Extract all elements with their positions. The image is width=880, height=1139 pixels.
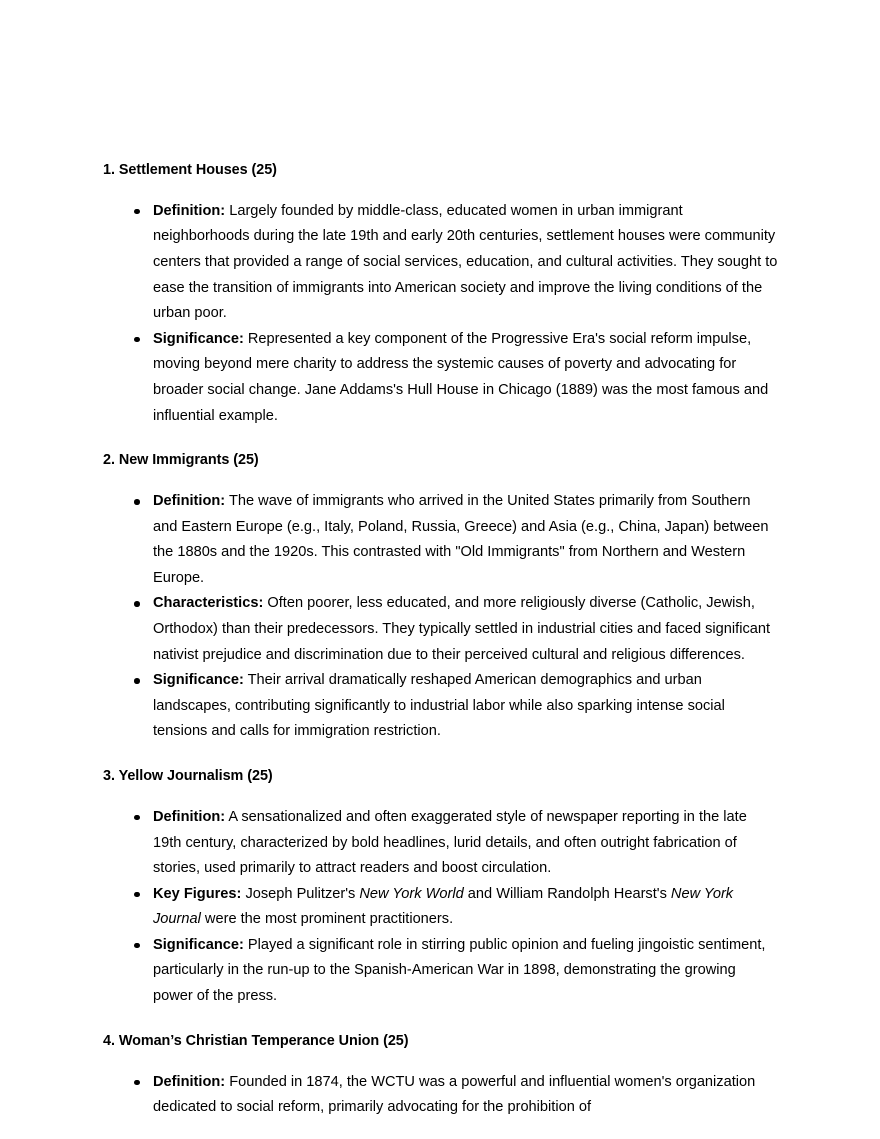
bullet-text: Their arrival dramatically reshaped American demographics and urban landscapes, contributing significantly to industrial labor while also sparking intense social tensions and calls for immigration restriction. [153,672,725,740]
section-heading: 3. Yellow Journalism (25) [103,768,273,785]
bullet-lead-term: Characteristics: [153,595,264,612]
bullet-lead-term: Key Figures: [153,885,242,902]
bullet-lead-term: Definition: [153,1073,226,1090]
bullet-lead-term: Definition: [153,202,226,219]
bullet-lead-term: Significance: [153,330,244,347]
list-item [153,805,778,882]
list-item [153,933,778,1010]
list-item [153,199,778,327]
document-section [103,450,778,745]
section-heading: 4. Woman’s Christian Temperance Union (25) [103,1032,409,1049]
bullet-lead-term: Significance: [153,672,244,689]
section-heading: 2. New Immigrants (25) [103,452,259,469]
document-section [103,160,778,429]
bullet-lead-term: Significance: [153,936,244,953]
list-item [153,668,778,745]
section-heading: 1. Settlement Houses (25) [103,162,277,178]
bullet-lead-term: Definition: [153,493,226,510]
bullet-text-italic: New York World [359,885,464,902]
bullet-text: Joseph Pulitzer's [241,885,360,902]
bullet-list [103,805,778,1010]
bullet-text: Represented a key component of the Progressive Era's social reform impulse, moving beyond mere charity to address the systemic causes of poverty and advocating for broader social change. Jane Addams's Hull House in Chicago (1889) was the most famous and influential example. [153,330,769,424]
list-item [153,591,778,668]
list-item [153,489,778,591]
list-item [153,1070,778,1121]
bullet-text: The wave of immigrants who arrived in the United States primarily from Southern and Eastern Europe (e.g., Italy, Poland, Russia, Greece) and Asia (e.g., China, Japan) between the 1880s and the 1920s. This contrasted with "Old Immigrants" from Northern and Western Europe. [153,493,769,586]
bullet-text: and William Randolph Hearst's [463,885,671,902]
bullet-list [103,489,778,745]
list-item [153,327,778,429]
bullet-text: Often poorer, less educated, and more religiously diverse (Catholic, Jewish, Orthodox) than their predecessors. They typically settled in industrial cities and faced significant nativist prejudice and discrimination due to their perceived cultural and religious differences. [153,595,771,663]
bullet-text: A sensationalized and often exaggerated style of newspaper reporting in the late 19th century, characterized by bold headlines, lurid details, and often outright fabrication of stories, used primarily to attract readers and boost circulation. [153,808,747,877]
list-item [153,882,778,933]
bullet-list [103,1070,778,1121]
document-section [103,766,778,1010]
document-body [103,160,778,1121]
bullet-text: were the most prominent practitioners. [200,911,454,928]
bullet-text: Played a significant role in stirring public opinion and fueling jingoistic sentiment, particularly in the run-up to the Spanish-American War in 1898, demonstrating the growing power of the press. [153,936,766,1005]
bullet-lead-term: Definition: [153,808,226,825]
bullet-text: Founded in 1874, the WCTU was a powerful and influential women's organization dedicated to social reform, primarily advocating for the prohibition of [153,1073,756,1116]
document-section [103,1031,778,1121]
bullet-text: Largely founded by middle-class, educated women in urban immigrant neighborhoods during the late 19th and early 20th centuries, settlement houses were community centers that provided a range of social services, education, and cultural activities. They sought to ease the transition of immigrants into American society and improve the living conditions of the urban poor. [153,202,778,322]
bullet-text-italic: New York Journal [153,885,734,928]
bullet-list [103,199,778,429]
